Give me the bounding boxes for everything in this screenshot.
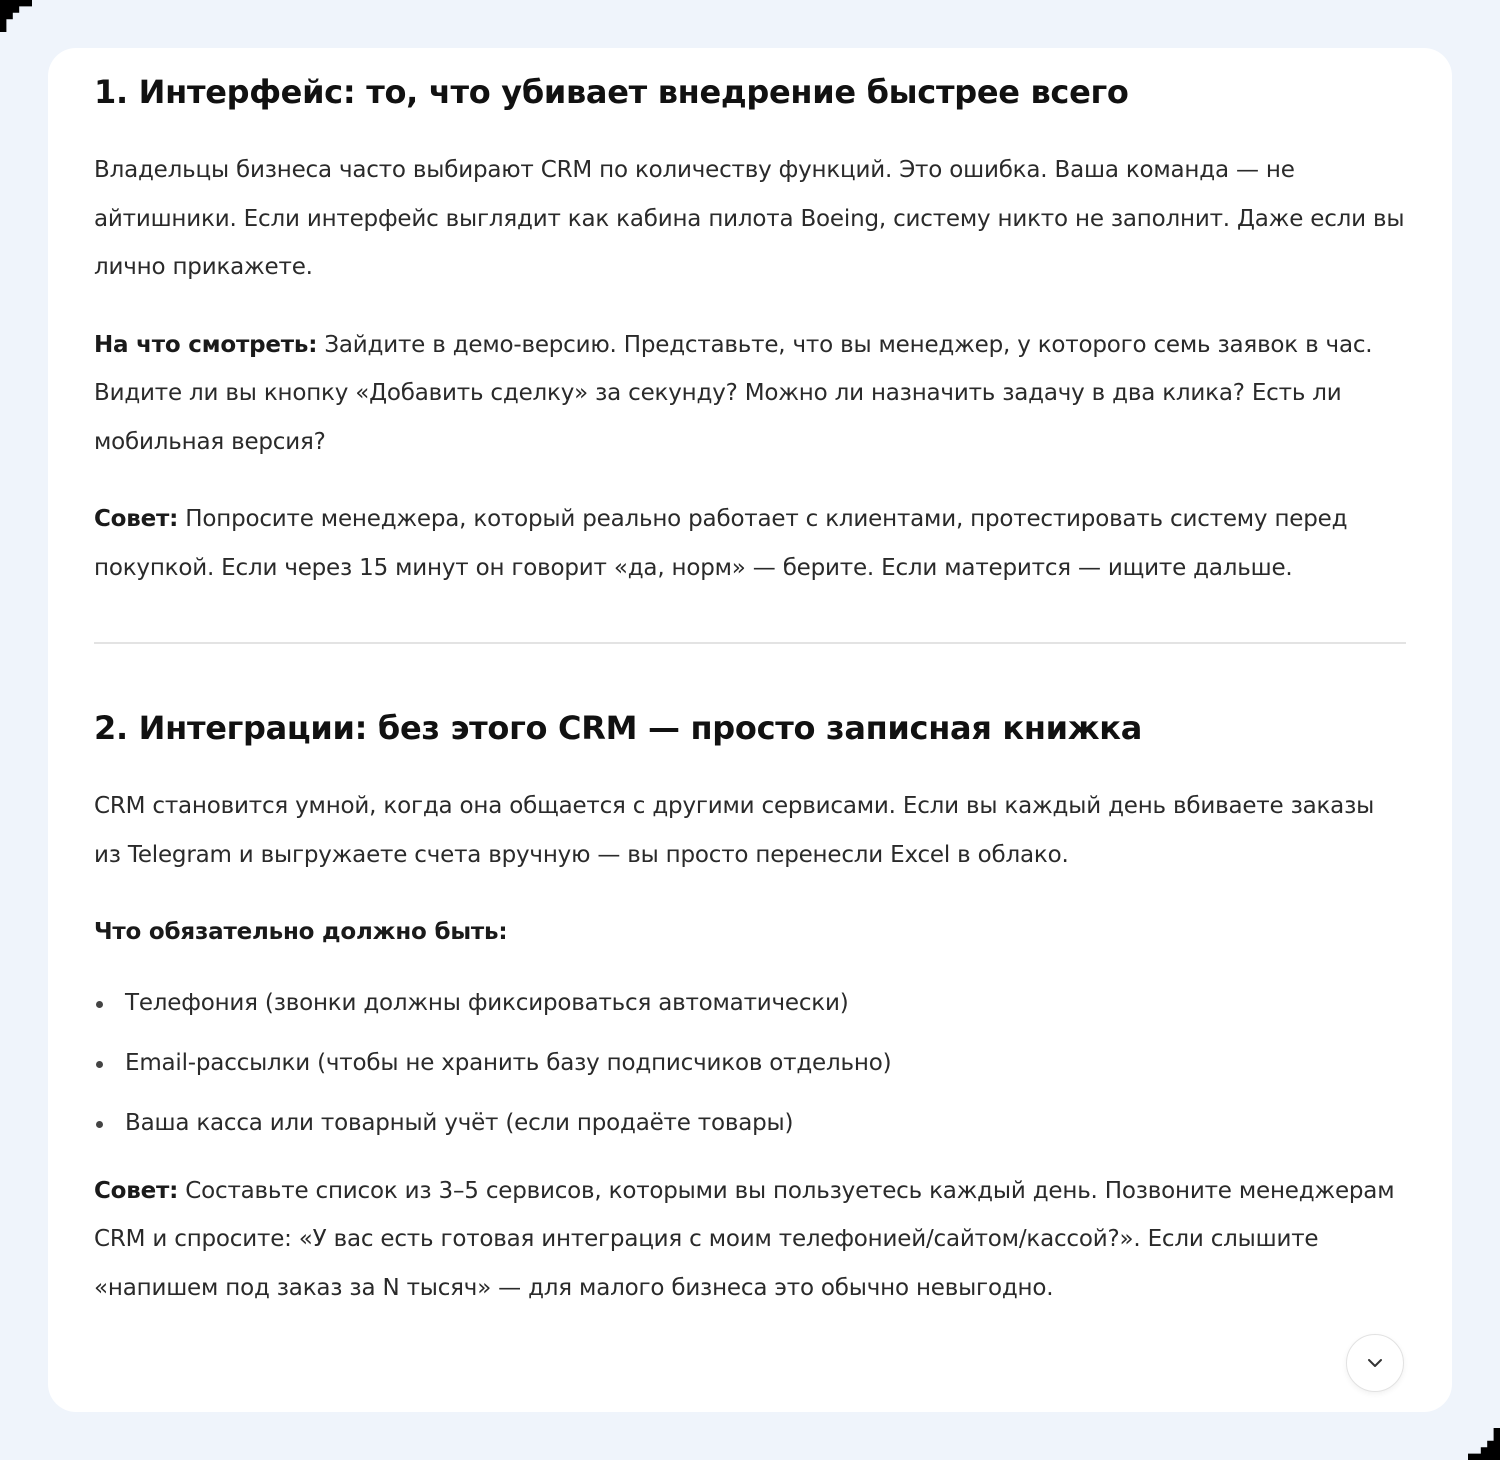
- paragraph-tip: [94, 1167, 1406, 1313]
- section-heading-integrations: 2. Интеграции: без этого CRM — просто записная книжка: [94, 709, 1143, 747]
- list-item: Email-рассылки (чтобы не хранить базу подписчиков отдельно): [94, 1033, 1406, 1093]
- chevron-down-icon: [1367, 1358, 1383, 1368]
- paragraph-what-to-look: [94, 321, 1406, 467]
- window-corner-decoration: [1468, 1428, 1500, 1460]
- article-content: [94, 70, 1406, 1312]
- paragraph-text: Попросите менеджера, который реально работает с клиентами, протестировать систему перед покупкой. Если через 15 минут он говорит «да, норм» — берите. Если матерится — ищите дальше.: [94, 506, 1348, 581]
- list-item: Телефония (звонки должны фиксироваться автоматически): [94, 973, 1406, 1033]
- window-corner-decoration: [0, 0, 32, 32]
- bold-label: Что обязательно должно быть:: [94, 919, 508, 945]
- scroll-down-button[interactable]: [1346, 1334, 1404, 1392]
- bold-label: На что смотреть:: [94, 331, 318, 358]
- article-card: [48, 48, 1452, 1412]
- section-heading-interface: 1. Интерфейс: то, что убивает внедрение быстрее всего: [94, 73, 1129, 111]
- paragraph-must-have: [94, 908, 1406, 957]
- paragraph-text: Составьте список из 3–5 сервисов, которыми вы пользуетесь каждый день. Позвоните менеджерам CRM и спросите: «У вас есть готовая интеграция с моим телефонией/сайтом/кассой?». Если слышите «напишем под заказ за N тысяч» — для малого бизнеса это обычно невыгодно.: [94, 1177, 1395, 1301]
- list-item: Ваша касса или товарный учёт (если продаёте товары): [94, 1093, 1406, 1153]
- bold-label: Совет:: [94, 1177, 179, 1204]
- paragraph: Владельцы бизнеса часто выбирают CRM по количеству функций. Это ошибка. Ваша команда — не айтишники. Если интерфейс выглядит как кабина пилота Boeing, систему никто не заполнит. Даже если вы лично прикажете.: [94, 157, 1405, 280]
- paragraph: CRM становится умной, когда она общается с другими сервисами. Если вы каждый день вбиваете заказы из Telegram и выгружаете счета вручную — вы просто перенесли Excel в облако.: [94, 793, 1375, 868]
- paragraph-text: Зайдите в демо-версию. Представьте, что вы менеджер, у которого семь заявок в час. Видите ли вы кнопку «Добавить сделку» за секунду? Можно ли назначить задачу в два клика? Есть ли мобильная версия?: [94, 331, 1373, 455]
- requirements-list: [94, 973, 1406, 1153]
- bold-label: Совет:: [94, 506, 179, 532]
- paragraph-tip: [94, 495, 1406, 592]
